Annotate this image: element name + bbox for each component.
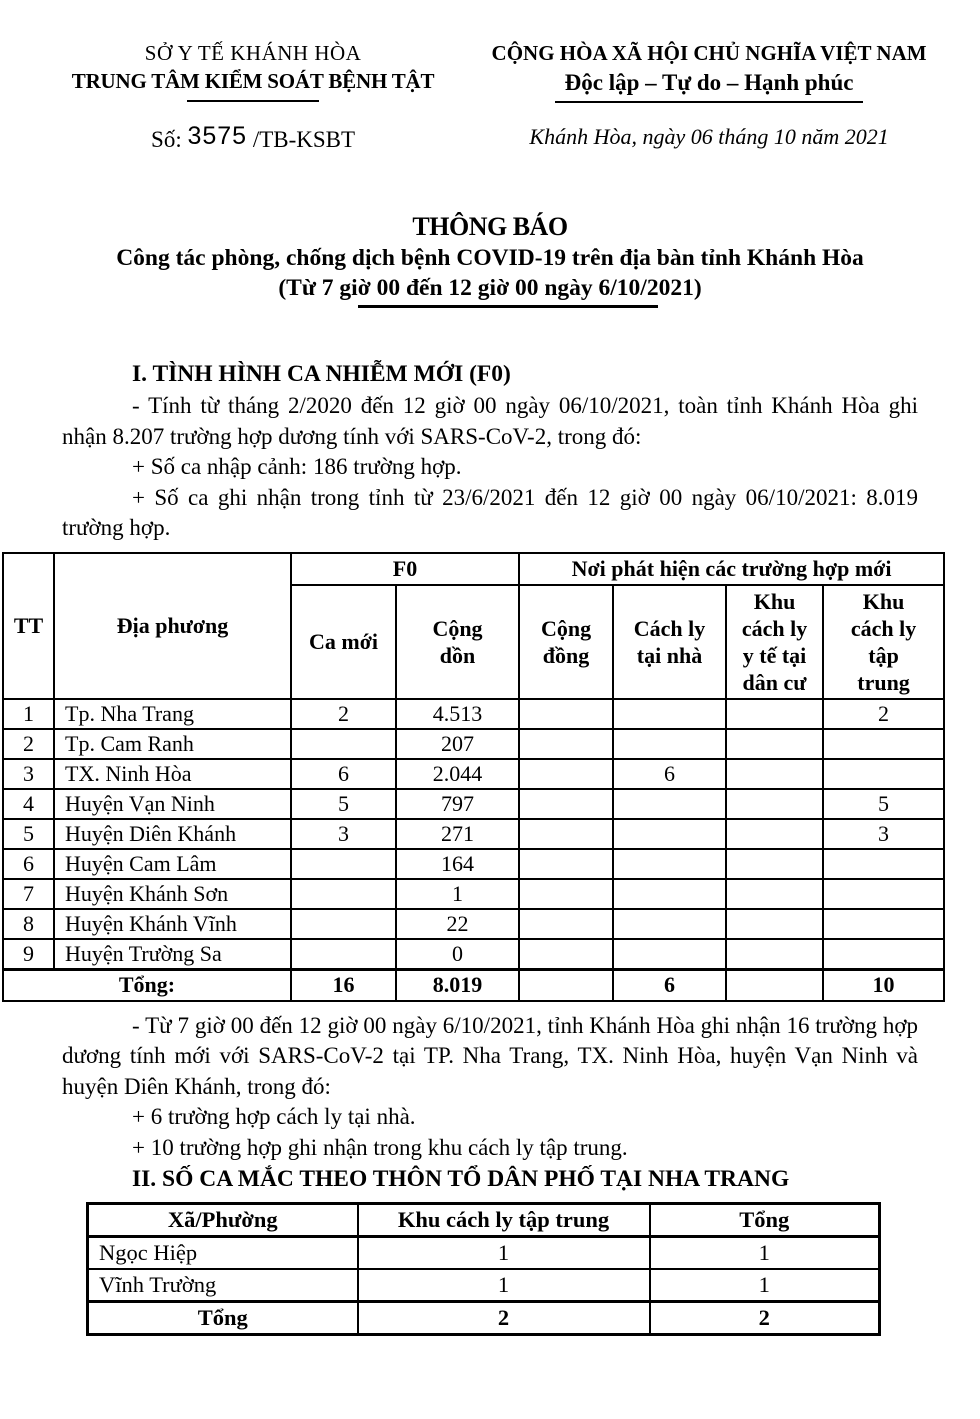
table-total-row bbox=[88, 1302, 880, 1335]
issuing-org-block bbox=[38, 40, 468, 154]
col-header-ca-moi bbox=[291, 585, 396, 699]
cases-by-commune-table bbox=[86, 1202, 881, 1336]
cell-khu-yte bbox=[726, 879, 823, 909]
cell-khu-yte bbox=[726, 759, 823, 789]
cell-cach-ly-nha bbox=[613, 939, 726, 970]
col-group-noi-phat-hien: Nơi phát hiện các trường hợp mới bbox=[519, 553, 944, 585]
document-title: THÔNG BÁO bbox=[412, 212, 568, 241]
cell-cach-ly-nha: 6 bbox=[613, 759, 726, 789]
cell-tt: 1 bbox=[3, 699, 54, 729]
col-header-khu-cach-ly: Khu cách ly tập trung bbox=[358, 1204, 650, 1237]
issuer-parent-name: SỞ Y TẾ KHÁNH HÒA bbox=[144, 41, 362, 65]
cell-cong-dong bbox=[519, 759, 613, 789]
cell-xa-phuong: Ngọc Hiệp bbox=[88, 1237, 358, 1270]
cell-cach-ly-nha bbox=[613, 699, 726, 729]
cell-ca-moi bbox=[291, 729, 396, 759]
cell-total-cong-don: 8.019 bbox=[396, 969, 519, 1001]
cell-khu-yte bbox=[726, 789, 823, 819]
paragraph: + 6 trường hợp cách ly tại nhà. bbox=[132, 1104, 416, 1129]
table-row bbox=[3, 789, 944, 819]
cell-dia-phuong: Huyện Khánh Sơn bbox=[54, 879, 291, 909]
cell-dia-phuong: Huyện Cam Lâm bbox=[54, 849, 291, 879]
cell-khu-tap-trung bbox=[823, 729, 944, 759]
cell-khu-tap-trung bbox=[823, 909, 944, 939]
cell-dia-phuong: Huyện Khánh Vĩnh bbox=[54, 909, 291, 939]
cell-tt: 7 bbox=[3, 879, 54, 909]
col-header-khu-cach-ly-y-te bbox=[726, 585, 823, 699]
cell-tt: 8 bbox=[3, 909, 54, 939]
col-header-tong: Tổng bbox=[650, 1204, 880, 1237]
cell-khu-cach-ly: 1 bbox=[358, 1237, 650, 1270]
cell-ca-moi: 5 bbox=[291, 789, 396, 819]
cell-khu-tap-trung: 2 bbox=[823, 699, 944, 729]
cell-cong-don: 797 bbox=[396, 789, 519, 819]
cell-khu-yte bbox=[726, 849, 823, 879]
cell-khu-yte bbox=[726, 939, 823, 970]
cell-total-label: Tổng: bbox=[3, 969, 291, 1001]
cell-ca-moi: 3 bbox=[291, 819, 396, 849]
col-header-cong-don bbox=[396, 585, 519, 699]
paragraph: + 10 trường hợp ghi nhận trong khu cách ly tập trung. bbox=[132, 1134, 628, 1160]
col-header-khu-cach-ly-y-te-label: Khu cách ly y tế tại dân cư bbox=[741, 588, 808, 695]
cell-cong-don: 4.513 bbox=[396, 699, 519, 729]
cell-dia-phuong: Huyện Vạn Ninh bbox=[54, 789, 291, 819]
col-header-ca-moi-label: Ca mới bbox=[308, 629, 378, 654]
cell-ca-moi bbox=[291, 849, 396, 879]
table-row bbox=[3, 819, 944, 849]
issuer-name: TRUNG TÂM KIỂM SOÁT BỆNH TẬT bbox=[71, 69, 435, 93]
national-motto: Độc lập – Tự do – Hạnh phúc bbox=[564, 70, 854, 95]
cell-cong-dong bbox=[519, 909, 613, 939]
cases-by-locality-table bbox=[2, 552, 945, 1002]
col-header-cong-dong-label: Cộng đồng bbox=[540, 615, 592, 668]
table-row bbox=[3, 849, 944, 879]
title-underline bbox=[358, 305, 658, 308]
cell-cong-don: 0 bbox=[396, 939, 519, 970]
section-1 bbox=[62, 358, 918, 544]
section-1-heading: I. TÌNH HÌNH CA NHIỄM MỚI (F0) bbox=[132, 361, 511, 387]
cell-khu-tap-trung: 5 bbox=[823, 789, 944, 819]
table-row bbox=[3, 939, 944, 970]
cell-cong-dong bbox=[519, 819, 613, 849]
cell-dia-phuong: Tp. Cam Ranh bbox=[54, 729, 291, 759]
paragraph: - Từ 7 giờ 00 đến 12 giờ 00 ngày 6/10/2021, tỉnh Khánh Hòa ghi nhận 16 trường hợp dương tính mới với SARS-CoV-2 tại TP. Nha Trang, TX. Ninh Hòa, huyện Vạn Ninh và huyện Diên Khánh, trong đó: bbox=[62, 1012, 918, 1099]
cell-ca-moi bbox=[291, 939, 396, 970]
cell-khu-yte bbox=[726, 729, 823, 759]
section-2-heading: II. SỐ CA MẮC THEO THÔN TỔ DÂN PHỐ TẠI NHA TRANG bbox=[132, 1166, 790, 1192]
cell-total-cong-dong bbox=[519, 969, 613, 1001]
col-header-cach-ly-tai-nha bbox=[613, 585, 726, 699]
cell-cach-ly-nha bbox=[613, 789, 726, 819]
national-title: CỘNG HÒA XÃ HỘI CHỦ NGHĨA VIỆT NAM bbox=[491, 41, 927, 65]
document-time-range: (Từ 7 giờ 00 đến 12 giờ 00 ngày 6/10/2021) bbox=[278, 275, 702, 301]
cell-khu-yte bbox=[726, 909, 823, 939]
cell-dia-phuong: Tp. Nha Trang bbox=[54, 699, 291, 729]
cell-ca-moi bbox=[291, 879, 396, 909]
col-header-cong-don-label: Cộng dồn bbox=[432, 615, 483, 668]
cell-cong-dong bbox=[519, 849, 613, 879]
section-1-continued bbox=[62, 1011, 918, 1197]
table-row bbox=[88, 1237, 880, 1270]
document-header bbox=[0, 0, 980, 154]
paragraph: - Tính từ tháng 2/2020 đến 12 giờ 00 ngày 06/10/2021, toàn tỉnh Khánh Hòa ghi nhận 8.207 trường hợp dương tính với SARS-CoV-2, trong đó: bbox=[62, 393, 918, 449]
table-row bbox=[88, 1269, 880, 1302]
cell-cong-dong bbox=[519, 789, 613, 819]
cell-dia-phuong: TX. Ninh Hòa bbox=[54, 759, 291, 789]
cell-xa-phuong: Vĩnh Trường bbox=[88, 1269, 358, 1302]
cell-total-cach-ly-nha: 6 bbox=[613, 969, 726, 1001]
paragraph: + Số ca ghi nhận trong tỉnh từ 23/6/2021 đến 12 giờ 00 ngày 06/10/2021: 8.019 trường hợp. bbox=[62, 484, 918, 540]
cell-ca-moi: 6 bbox=[291, 759, 396, 789]
cell-dia-phuong: Huyện Diên Khánh bbox=[54, 819, 291, 849]
cell-total-tong: 2 bbox=[650, 1302, 880, 1335]
national-header-block bbox=[468, 40, 950, 154]
cell-tt: 3 bbox=[3, 759, 54, 789]
col-header-xa-phuong: Xã/Phường bbox=[88, 1204, 358, 1237]
cell-cong-don: 207 bbox=[396, 729, 519, 759]
col-header-khu-cach-ly-tap-trung bbox=[823, 585, 944, 699]
cell-tt: 5 bbox=[3, 819, 54, 849]
document-number-suffix: /TB-KSBT bbox=[252, 127, 356, 152]
cell-cong-don: 22 bbox=[396, 909, 519, 939]
document-number-line bbox=[38, 122, 468, 154]
cell-khu-tap-trung: 3 bbox=[823, 819, 944, 849]
document-number-value: 3575 bbox=[187, 122, 248, 150]
cell-cong-dong bbox=[519, 939, 613, 970]
cell-tt: 2 bbox=[3, 729, 54, 759]
col-header-cong-dong bbox=[519, 585, 613, 699]
document-subtitle: Công tác phòng, chống dịch bệnh COVID-19 trên địa bàn tỉnh Khánh Hòa bbox=[116, 245, 864, 271]
cell-cong-don: 2.044 bbox=[396, 759, 519, 789]
cell-tong: 1 bbox=[650, 1269, 880, 1302]
cell-cong-dong bbox=[519, 879, 613, 909]
table-row bbox=[3, 699, 944, 729]
cell-cong-don: 271 bbox=[396, 819, 519, 849]
col-header-tt: TT bbox=[3, 553, 54, 699]
cell-tt: 4 bbox=[3, 789, 54, 819]
cell-tong: 1 bbox=[650, 1237, 880, 1270]
title-block bbox=[0, 210, 980, 308]
cell-cong-don: 164 bbox=[396, 849, 519, 879]
table-total-row bbox=[3, 969, 944, 1001]
cell-khu-tap-trung bbox=[823, 879, 944, 909]
cell-cong-don: 1 bbox=[396, 879, 519, 909]
document-number-prefix: Số: bbox=[151, 127, 182, 152]
motto-underline bbox=[555, 101, 863, 103]
table-row bbox=[3, 879, 944, 909]
col-group-f0: F0 bbox=[291, 553, 519, 585]
cell-tt: 6 bbox=[3, 849, 54, 879]
cell-khu-tap-trung bbox=[823, 849, 944, 879]
cell-cach-ly-nha bbox=[613, 849, 726, 879]
table-row bbox=[3, 909, 944, 939]
cell-cach-ly-nha bbox=[613, 879, 726, 909]
cell-cach-ly-nha bbox=[613, 909, 726, 939]
cell-total-khu-tap-trung: 10 bbox=[823, 969, 944, 1001]
cell-khu-cach-ly: 1 bbox=[358, 1269, 650, 1302]
col-header-dia-phuong: Địa phương bbox=[54, 553, 291, 699]
col-header-cach-ly-tai-nha-label: Cách ly tại nhà bbox=[633, 615, 706, 668]
table-row bbox=[3, 759, 944, 789]
cell-ca-moi bbox=[291, 909, 396, 939]
cell-dia-phuong: Huyện Trường Sa bbox=[54, 939, 291, 970]
cell-total-label: Tổng bbox=[88, 1302, 358, 1335]
cell-ca-moi: 2 bbox=[291, 699, 396, 729]
cell-khu-yte bbox=[726, 699, 823, 729]
cell-total-ca-moi: 16 bbox=[291, 969, 396, 1001]
cell-cach-ly-nha bbox=[613, 729, 726, 759]
cell-cong-dong bbox=[519, 699, 613, 729]
cell-total-khu-cach-ly: 2 bbox=[358, 1302, 650, 1335]
cell-cach-ly-nha bbox=[613, 819, 726, 849]
cell-total-khu-yte bbox=[726, 969, 823, 1001]
cell-khu-tap-trung bbox=[823, 759, 944, 789]
paragraph: + Số ca nhập cảnh: 186 trường hợp. bbox=[132, 454, 462, 479]
cell-khu-yte bbox=[726, 819, 823, 849]
col-header-khu-cach-ly-tap-trung-label: Khu cách ly tập trung bbox=[850, 588, 917, 695]
place-date-line: Khánh Hòa, ngày 06 tháng 10 năm 2021 bbox=[529, 124, 889, 149]
cell-cong-dong bbox=[519, 729, 613, 759]
issuer-underline bbox=[187, 100, 319, 102]
cell-tt: 9 bbox=[3, 939, 54, 970]
cell-khu-tap-trung bbox=[823, 939, 944, 970]
table-row bbox=[3, 729, 944, 759]
